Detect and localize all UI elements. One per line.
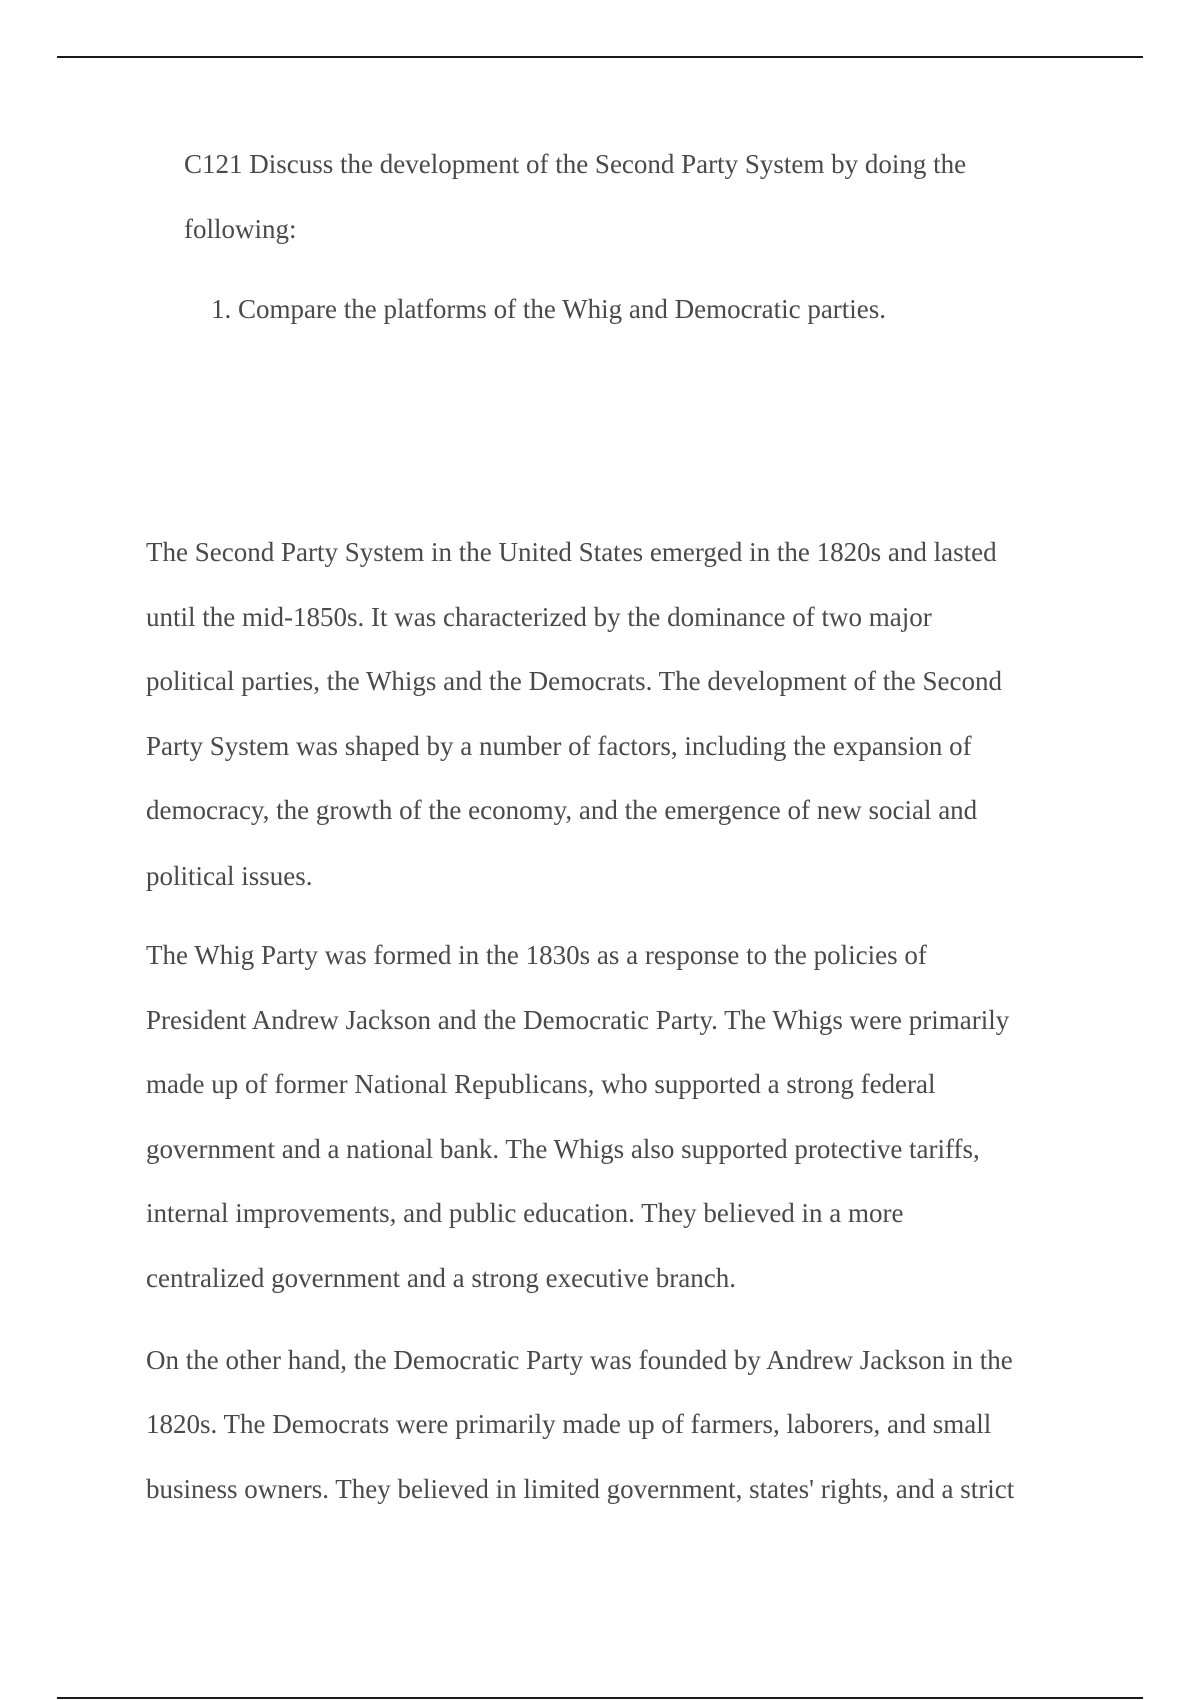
- bottom-rule: [57, 1697, 1143, 1699]
- task-item: 1. Compare the platforms of the Whig and Democratic parties.: [211, 294, 887, 324]
- paragraph-line: The Second Party System in the United States emerged in the 1820s and lasted: [146, 537, 997, 567]
- paragraph-line: business owners. They believed in limited government, states' rights, and a strict: [146, 1474, 1015, 1504]
- paragraph-line: made up of former National Republicans, who supported a strong federal: [146, 1069, 936, 1099]
- paragraph-line: internal improvements, and public education. They believed in a more: [146, 1198, 904, 1228]
- paragraph-line: The Whig Party was formed in the 1830s as a response to the policies of: [146, 940, 927, 970]
- paragraph-line: political parties, the Whigs and the Democrats. The development of the Second: [146, 666, 1003, 696]
- prompt-line: following:: [184, 214, 297, 244]
- paragraph-line: Party System was shaped by a number of factors, including the expansion of: [146, 731, 972, 761]
- paragraph-line: democracy, the growth of the economy, and the emergence of new social and: [146, 795, 978, 825]
- top-rule: [57, 56, 1143, 58]
- paragraph-line: On the other hand, the Democratic Party was founded by Andrew Jackson in the: [146, 1345, 1013, 1375]
- paragraph-line: government and a national bank. The Whigs also supported protective tariffs,: [146, 1134, 980, 1164]
- paragraph-line: 1820s. The Democrats were primarily made up of farmers, laborers, and small: [146, 1409, 992, 1439]
- prompt-line: C121 Discuss the development of the Second Party System by doing the: [184, 149, 967, 179]
- paragraph-line: centralized government and a strong executive branch.: [146, 1263, 736, 1293]
- paragraph-line: political issues.: [146, 861, 313, 891]
- paragraph-line: President Andrew Jackson and the Democratic Party. The Whigs were primarily: [146, 1005, 1010, 1035]
- paragraph-line: until the mid-1850s. It was characterized by the dominance of two major: [146, 602, 932, 632]
